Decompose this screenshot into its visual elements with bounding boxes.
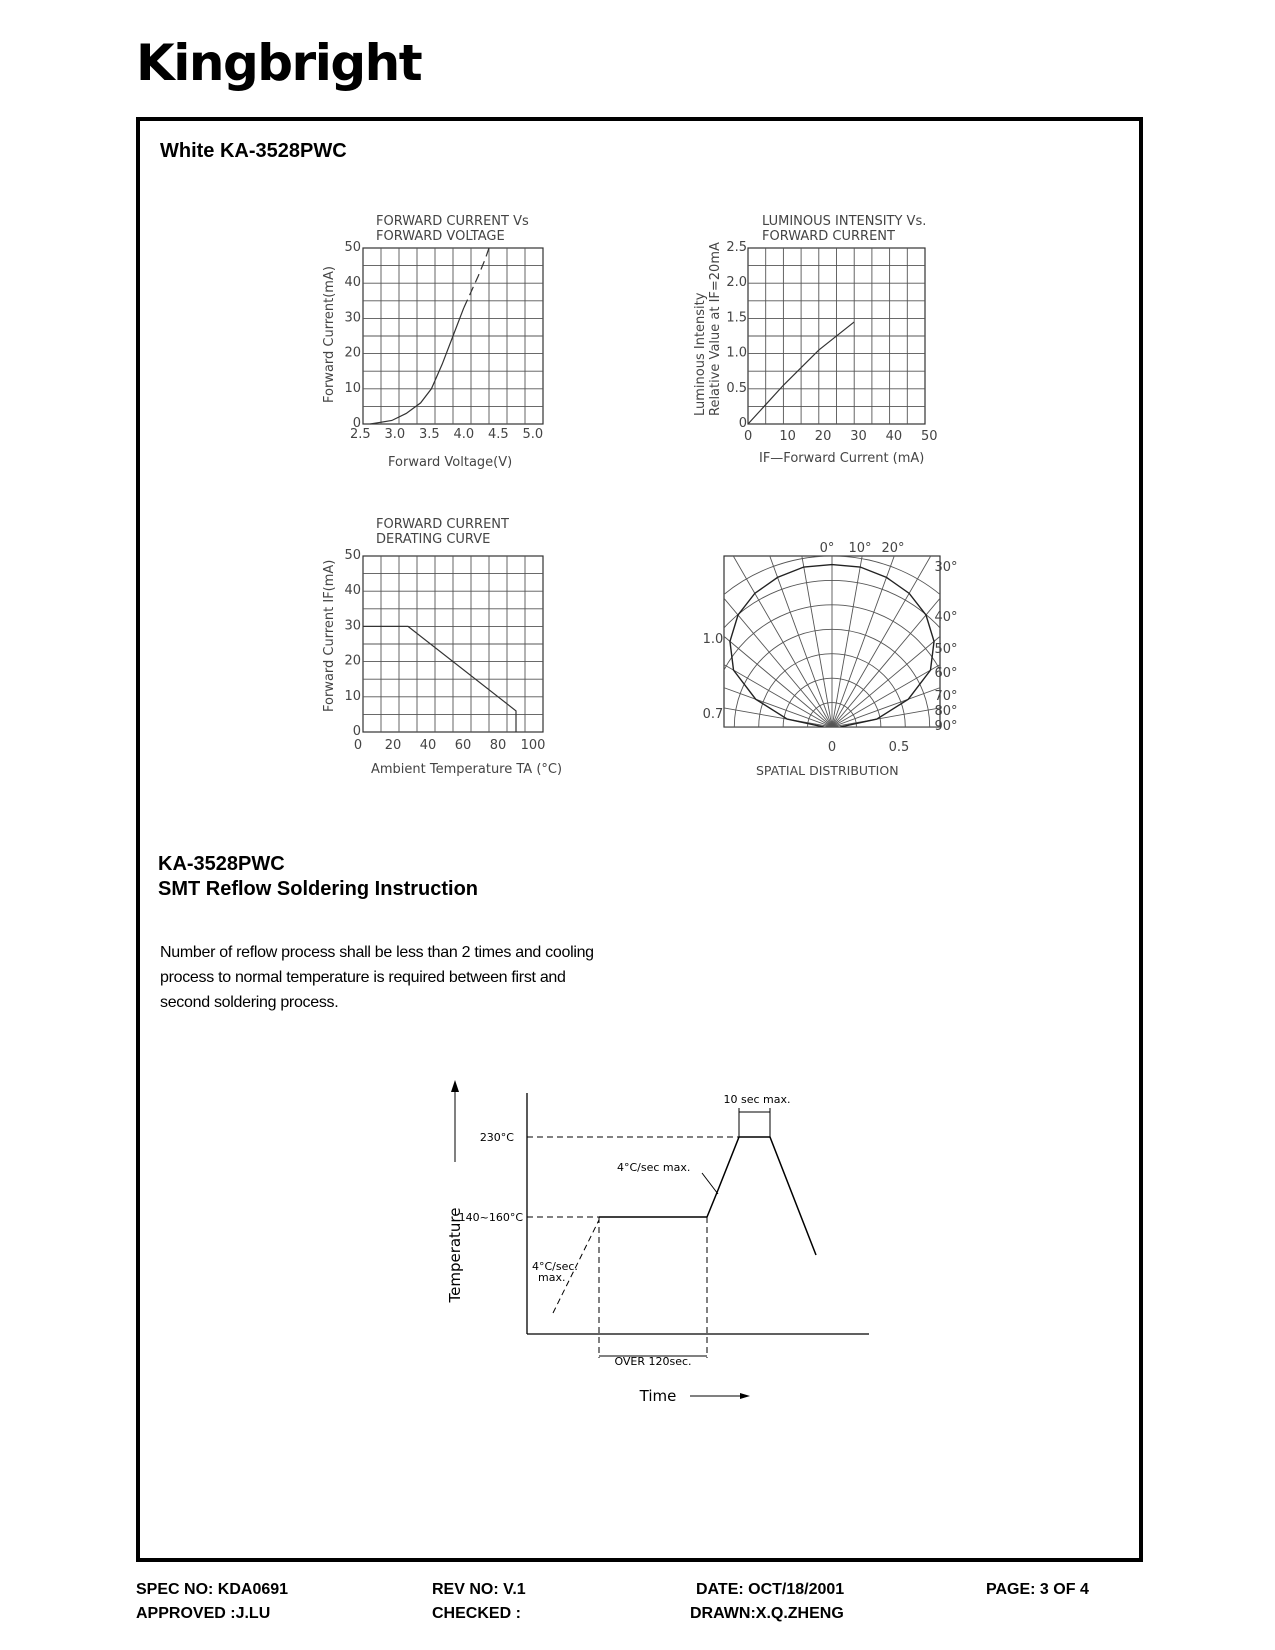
x-tick-label: 20 [814,429,832,444]
y-axis-label: Forward Current(mA) [322,266,337,403]
x-tick-label: 60 [454,738,472,753]
x-tick-label: 2.5 [350,427,371,442]
page-number: PAGE: 3 OF 4 [986,1581,1089,1598]
x-tick-label: 10 [779,429,796,444]
polar-spoke [575,421,832,727]
document-date: DATE: OCT/18/2001 [696,1581,845,1598]
y-tick-label: 0 [738,416,747,431]
polar-spoke [832,590,1208,727]
polar-spoke [526,470,832,727]
y-tick-label: 2.5 [726,240,747,255]
x-axis-label: IF—Forward Current (mA) [759,451,925,466]
chart-title: FORWARD CURRENT [762,229,895,244]
x-tick-label: 0 [744,429,753,444]
x-tick-label: 30 [850,429,867,444]
y-tick-label: 40 [344,275,361,291]
drawn-by: DRAWN:X.Q.ZHENG [690,1605,844,1622]
y-tick-label: 50 [344,548,361,563]
reflow-note-line: second soldering process. [160,994,339,1011]
x-tick-label: 4.0 [453,427,475,442]
approved-by: APPROVED :J.LU [136,1605,271,1622]
angle-label: 20° [881,541,905,556]
polar-spoke [632,381,832,727]
peak-temp-label: 230°C [479,1131,514,1144]
y-tick-label: 0 [352,416,361,431]
y-axis-label: Luminous Intensity [693,292,708,416]
chart-title: FORWARD CURRENT [376,517,509,532]
chart-title: FORWARD CURRENT Vs [376,214,529,229]
y-tick-label: 30 [344,618,361,634]
y-tick-label: 0 [352,724,361,739]
x-tick-label: 40 [419,738,437,753]
polar-spoke [832,658,1226,727]
angle-label: 0° [819,541,835,556]
y-tick-label: 50 [344,240,361,255]
angle-label: 80° [934,704,958,719]
ramp-up-label: 4°C/sec max. [617,1161,691,1174]
angle-label: 50° [934,642,958,657]
reflow-model-title: KA-3528PWC [158,853,285,875]
revision-number: REV NO: V.1 [432,1581,526,1598]
arrow-head [740,1393,750,1399]
x-tick-label: 20 [384,738,402,753]
x-tick-label: 3.0 [384,427,406,442]
spec-number: SPEC NO: KDA0691 [136,1581,289,1598]
y-tick-label: 30 [344,310,361,326]
y-tick-label: 20 [344,345,361,361]
x-axis-label: Forward Voltage(V) [388,455,513,470]
x-tick-label: 80 [489,738,507,753]
initial-ramp-label: 4°C/sec. [532,1260,578,1273]
polar-spoke [438,658,832,727]
brand-logo: Kingbright [136,34,422,92]
polar-grid [432,327,1232,898]
y-axis-label: Forward Current IF(mA) [322,559,337,712]
bottom-label: 0.5 [888,740,910,755]
x-tick-label: 40 [885,429,903,444]
y-tick-label: 0.5 [726,380,747,396]
reflow-note-line: Number of reflow process shall be less than 2 times and cooling [160,944,594,961]
preheat-time-label: OVER 120sec. [614,1355,692,1368]
x-tick-label: 3.5 [419,427,440,442]
polar-spoke [832,470,1138,727]
chart-title: DERATING CURVE [376,532,491,547]
y-tick-label: 10 [344,380,361,396]
x-tick-label: 0 [353,738,363,753]
y-axis-label: Temperature [446,1207,464,1303]
checked-by: CHECKED : [432,1605,521,1622]
y-tick-label: 1.5 [726,310,747,326]
polar-spoke [832,421,1089,727]
angle-label: 40° [934,610,958,625]
x-tick-label: 4.5 [488,427,509,442]
angle-label: 70° [934,689,958,704]
x-axis-label: Ambient Temperature TA (°C) [371,762,563,777]
chart-title: LUMINOUS INTENSITY Vs. [762,214,927,229]
polar-spoke [832,527,1178,727]
angle-label: 30° [934,560,958,575]
initial-ramp-label: max. [538,1271,566,1284]
radial-label: 1.0 [702,632,724,647]
y-tick-label: 20 [344,653,361,669]
reflow-note [160,940,630,1015]
bottom-label: 0 [827,740,837,755]
y-tick-label: 1.0 [726,345,747,361]
radial-label: 0.7 [702,707,724,722]
y-tick-label: 2.0 [726,275,747,291]
y-tick-label: 10 [344,688,361,704]
callout-line [702,1173,718,1194]
x-axis-label: Time [639,1387,677,1405]
y-axis-label: Relative Value at IF=20mA [708,242,723,416]
angle-label: 10° [848,541,872,556]
arrow-head [451,1080,459,1092]
data-line-extrapolated [464,248,489,308]
x-tick-label: 5.0 [522,427,544,442]
x-tick-label: 100 [520,738,546,753]
polar-spoke [763,333,832,727]
polar-spoke [456,590,832,727]
polar-spoke [832,333,901,727]
peak-time-label: 10 sec max. [723,1093,791,1106]
preheat-temp-label: 140~160°C [458,1211,523,1224]
chart-title: FORWARD VOLTAGE [376,229,505,244]
y-tick-label: 40 [344,583,361,599]
reflow-note-line: process to normal temperature is required between first and [160,969,566,986]
angle-label: 60° [934,666,958,681]
reflow-instruction-title: SMT Reflow Soldering Instruction [158,878,478,900]
chart-title: SPATIAL DISTRIBUTION [756,763,899,778]
x-tick-label: 50 [921,429,938,444]
angle-label: 90° [934,719,958,734]
product-title: White KA-3528PWC [160,140,347,162]
